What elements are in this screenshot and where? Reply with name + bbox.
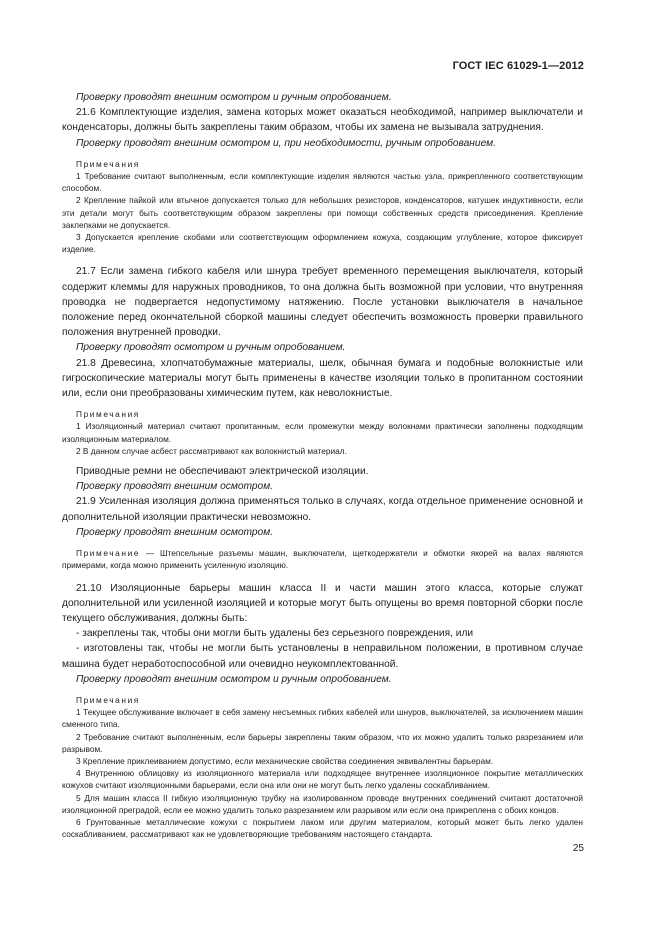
note-paragraph: Примечания [76,158,140,169]
body-paragraph: Проверку проводят внешним осмотром и ручным опробованием. [76,92,392,103]
body-paragraph: 21.9 Усиленная изоляция должна применяться только в случаях, когда отдельное применение основной и дополнительной изоляции практически невозможно. [62,496,583,523]
standard-designation: ГОСТ IEC 61029-1—2012 [452,60,584,72]
note-paragraph: 2 В данном случае асбест рассматривают как волокнистый материал. [76,445,347,456]
note-paragraph [62,547,583,571]
note-paragraph: 1 Изоляционный материал считают пропитанным, если промежутки между волокнами практически заполнены подходящим изоляционным материалом. [62,421,583,444]
body-paragraph: Проверку проводят внешним осмотром. [76,481,274,493]
note-paragraph: 3 Допускается крепление скобами или соответствующим оформлением кожуха, создающим углубление, которое фиксирует изделие. [62,232,583,255]
body-paragraph: - изготовлены так, чтобы не могли быть установлены в неправильном положении, в противном случае машина будет неработоспособной или очевидно неукомплектованной. [62,643,583,670]
note-paragraph: 5 Для машин класса II гибкую изоляционную трубку на изолированном проводе внутренних соединений считают достаточной изоляционной преградой, если ее можно удалить только разрезанием или разрывом или если она прикреплена с обоих концов. [62,792,583,815]
note-paragraph: 2 Крепление пайкой или втычное допускается только для небольших резисторов, конденсаторов, катушек индуктивности, если эти детали могут быть соответствующим образом закреплены при помощи собственных средств присоединения. Крепление заклепками не допускается. [62,195,583,230]
body-paragraph: Проверку проводят внешним осмотром и ручным опробованием. [76,673,392,685]
body-paragraph: 21.6 Комплектующие изделия, замена которых может оказаться необходимой, например выключатели и конденсаторы, должны быть закреплены таким образом, чтобы их замена не вызывала затруднения. [62,107,583,134]
note-paragraph: Примечания [76,409,140,420]
note-paragraph: 4 Внутреннюю облицовку из изоляционного материала или подходящее внутреннее изоляционное покрытие металлических кожухов считают изоляционными барьерами, если она или они не могут быть легко удалены соскабливанием. [62,768,583,791]
note-label: Примечание [76,548,141,559]
note-paragraph: 6 Грунтованные металлические кожухи с покрытием лаком или другим материалом, который может быть легко удален соскабливанием, рассматривают как не удовлетворяющие требованиям настоящего стандарта. [62,816,583,840]
body-paragraph: Проверку проводят внешним осмотром. [76,526,274,538]
note-paragraph: 1 Текущее обслуживание включает в себя замену несъемных гибких кабелей или шнуров, выключателей, за исключением машин сменного типа. [62,707,583,730]
note-paragraph: 2 Требование считают выполненным, если барьеры закреплены таким образом, что их можно удалить только разрезанием или разрывом. [62,731,583,754]
note-text: — Штепсельные разъемы машин, выключатели, щеткодержатели и обмотки якорей на валах являются примерами, когда можно применить усиленную изоляцию. [62,548,583,571]
body-paragraph: Проверку проводят внешним осмотром и, при необходимости, ручным опробованием. [76,137,496,149]
note-paragraph: Примечания [76,694,140,705]
note-paragraph: 1 Требование считают выполненным, если комплектующие изделия являются частью узла, прикрепленного соответствующим способом. [62,171,583,194]
body-paragraph: 21.10 Изоляционные барьеры машин класса II и части машин этого класса, которые служат дополнительной или усиленной изоляцией и которые могут быть опущены во время повторной сборки после текущего обслуживания, должны быть: [62,582,583,624]
note-paragraph: 3 Крепление приклеиванием допустимо, если механические свойства соединения эквивалентны барьерам. [76,755,494,766]
body-paragraph: Приводные ремни не обеспечивают электрической изоляции. [76,466,369,478]
page-body [62,90,583,840]
body-paragraph: 21.7 Если замена гибкого кабеля или шнура требует временного перемещения выключателя, который содержит клеммы для наружных проводников, то она должна быть возможной при условии, что внутренняя проводка не подвергается недопустимому натяжению. После установки выключателя в начальное положение перед окончательной сборкой машины следует обеспечить возможность проверки правильного положения внутренней проводки. [62,266,583,339]
page-number: 25 [572,843,584,854]
body-paragraph: Проверку проводят осмотром и ручным опробованием. [76,342,346,354]
body-paragraph: - закреплены так, чтобы они могли быть удалены без серьезного повреждения, или [76,628,474,640]
body-paragraph: 21.8 Древесина, хлопчатобумажные материалы, шелк, обычная бумага и подобные волокнистые или гигроскопические материалы могут быть применены в качестве изоляции только в пропитанном состоянии или, если они преобразованы химическим путем, как неволокнистые. [62,357,583,400]
